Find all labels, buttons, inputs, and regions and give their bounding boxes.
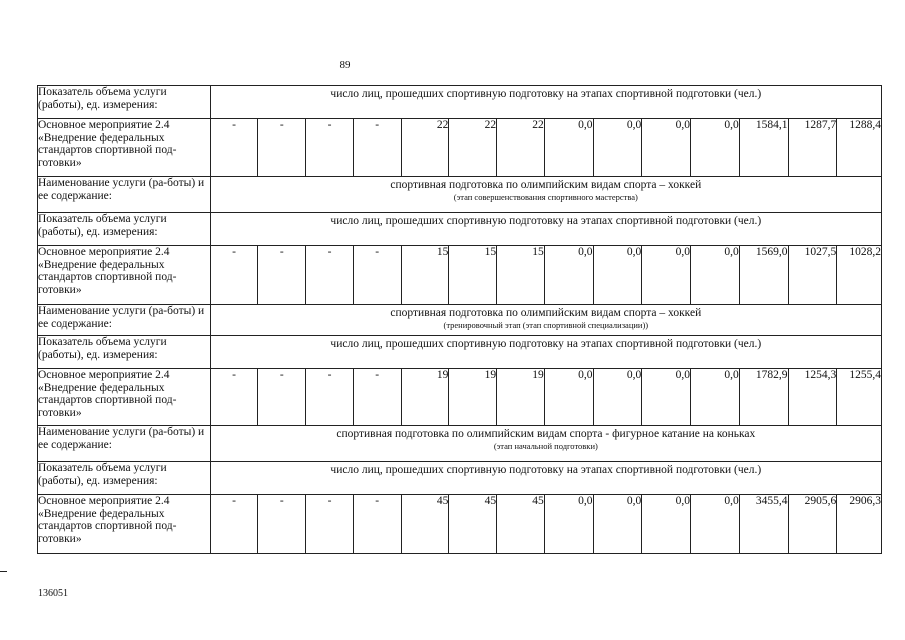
row-label: Показатель объема услуги (работы), ед. измерения:: [38, 462, 211, 495]
row-label: Наименование услуги (ра-боты) и ее содержание:: [38, 305, 211, 336]
table-cell: 0,0: [593, 246, 642, 305]
table-cell: 22: [497, 119, 545, 177]
table-cell: 1028,2: [837, 246, 882, 305]
indicator-text: [210, 86, 881, 119]
table-cell: 0,0: [642, 495, 691, 554]
table-cell: -: [306, 246, 354, 305]
indicator-text: [210, 462, 881, 495]
service-sub: (этап начальной подготовки): [493, 440, 598, 451]
row-label: Основное мероприятие 2.4 «Внедрение федеральных стандартов спортивной под-готовки»: [38, 369, 211, 426]
table-row: [38, 86, 882, 119]
table-cell: 1288,4: [837, 119, 882, 177]
table-row: [38, 213, 882, 246]
table-row: [38, 177, 882, 213]
table-cell: 22: [449, 119, 497, 177]
table-cell: -: [353, 246, 401, 305]
table-cell: 1287,7: [788, 119, 837, 177]
table-row: [38, 426, 882, 462]
table-cell: 1027,5: [788, 246, 837, 305]
table-row: [38, 305, 882, 336]
table-cell: 0,0: [691, 119, 740, 177]
row-label: Наименование услуги (ра-боты) и ее содержание:: [38, 426, 211, 462]
indicator-text: [210, 336, 881, 369]
table-cell: 2905,6: [788, 495, 837, 554]
table-cell: 1782,9: [739, 369, 788, 426]
table-cell: 0,0: [593, 119, 642, 177]
document-code: 136051: [38, 588, 68, 599]
table-cell: -: [210, 369, 258, 426]
table-row: [38, 495, 882, 554]
service-main: спортивная подготовка по олимпийским видам спорта – хоккей: [390, 307, 702, 319]
indicator-text: [210, 213, 881, 246]
table-row: [38, 369, 882, 426]
table-cell: -: [258, 495, 306, 554]
table-cell: 0,0: [544, 369, 593, 426]
table-cell: 0,0: [544, 246, 593, 305]
table-cell: -: [210, 495, 258, 554]
table-cell: 0,0: [544, 495, 593, 554]
margin-tick: [0, 571, 7, 572]
table-cell: 15: [497, 246, 545, 305]
service-table: [37, 85, 882, 554]
table-row: [38, 336, 882, 369]
table-cell: 0,0: [642, 369, 691, 426]
table-cell: 3455,4: [739, 495, 788, 554]
table-cell: 45: [401, 495, 449, 554]
table-cell: -: [353, 369, 401, 426]
table-row: [38, 246, 882, 305]
table-cell: -: [210, 246, 258, 305]
indicator-main: число лиц, прошедших спортивную подготовку на этапах спортивной подготовки (чел.): [330, 88, 762, 100]
table-cell: -: [258, 369, 306, 426]
table-cell: 0,0: [642, 246, 691, 305]
table-cell: 22: [401, 119, 449, 177]
table-cell: -: [210, 119, 258, 177]
table-cell: -: [258, 119, 306, 177]
table-cell: 1254,3: [788, 369, 837, 426]
table-cell: 0,0: [593, 495, 642, 554]
row-label: Наименование услуги (ра-боты) и ее содержание:: [38, 177, 211, 213]
service-main: спортивная подготовка по олимпийским видам спорта - фигурное катание на коньках: [336, 428, 756, 440]
table-cell: -: [353, 495, 401, 554]
table-cell: 15: [449, 246, 497, 305]
table-cell: 0,0: [691, 369, 740, 426]
service-text: [210, 426, 881, 462]
table-cell: 1569,0: [739, 246, 788, 305]
table-cell: 45: [449, 495, 497, 554]
table-cell: 19: [449, 369, 497, 426]
table-cell: 0,0: [593, 369, 642, 426]
table-cell: -: [306, 495, 354, 554]
table-cell: 45: [497, 495, 545, 554]
table-cell: 15: [401, 246, 449, 305]
service-text: [210, 305, 881, 336]
row-label: Показатель объема услуги (работы), ед. измерения:: [38, 213, 211, 246]
table-cell: 19: [401, 369, 449, 426]
row-label: Показатель объема услуги (работы), ед. измерения:: [38, 86, 211, 119]
service-sub: (тренировочный этап (этап спортивной специализации)): [443, 319, 649, 330]
table-cell: 2906,3: [837, 495, 882, 554]
table-cell: -: [306, 369, 354, 426]
table-cell: 0,0: [691, 495, 740, 554]
table-row: [38, 462, 882, 495]
indicator-main: число лиц, прошедших спортивную подготовку на этапах спортивной подготовки (чел.): [330, 215, 762, 227]
page-number: 89: [339, 59, 351, 71]
service-main: спортивная подготовка по олимпийским видам спорта – хоккей: [390, 179, 702, 191]
service-sub: (этап совершенствования спортивного мастерства): [453, 191, 638, 202]
service-text: [210, 177, 881, 213]
table-cell: 0,0: [642, 119, 691, 177]
row-label: Показатель объема услуги (работы), ед. измерения:: [38, 336, 211, 369]
indicator-main: число лиц, прошедших спортивную подготовку на этапах спортивной подготовки (чел.): [330, 338, 762, 350]
table-row: [38, 119, 882, 177]
row-label: Основное мероприятие 2.4 «Внедрение федеральных стандартов спортивной под-готовки»: [38, 495, 211, 554]
row-label: Основное мероприятие 2.4 «Внедрение федеральных стандартов спортивной под-готовки»: [38, 119, 211, 177]
table-cell: 0,0: [691, 246, 740, 305]
table-cell: -: [258, 246, 306, 305]
indicator-main: число лиц, прошедших спортивную подготовку на этапах спортивной подготовки (чел.): [330, 464, 762, 476]
table-cell: -: [306, 119, 354, 177]
table-cell: 1255,4: [837, 369, 882, 426]
table-cell: -: [353, 119, 401, 177]
table-cell: 0,0: [544, 119, 593, 177]
table-cell: 19: [497, 369, 545, 426]
table-cell: 1584,1: [739, 119, 788, 177]
row-label: Основное мероприятие 2.4 «Внедрение федеральных стандартов спортивной под-готовки»: [38, 246, 211, 305]
